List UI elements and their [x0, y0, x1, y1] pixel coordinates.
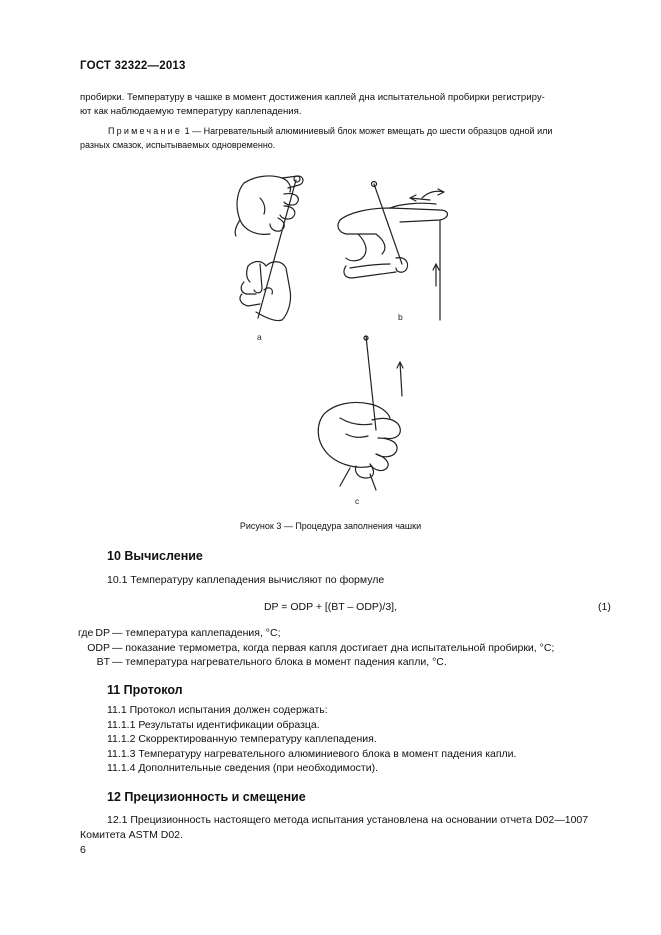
section-12-title: 12 Прецизионность и смещение: [107, 790, 306, 804]
section-11-title: 11 Протокол: [107, 683, 183, 697]
definition-term: ODP: [87, 641, 110, 654]
section-12-line1: 12.1 Прецизионность настоящего метода испытания установлена на основании отчета D02—1007: [107, 814, 589, 826]
figure-sublabel-b: b: [398, 312, 403, 322]
figure-sublabel-a: а: [257, 332, 262, 342]
section-10-title: 10 Вычисление: [107, 549, 203, 563]
note-label: Примечание: [108, 126, 183, 136]
formula-number: (1): [598, 601, 611, 613]
list-item: 11.1.4 Дополнительные сведения (при необходимости).: [107, 762, 378, 775]
section-12-line2: Комитета ASTM D02.: [80, 829, 183, 841]
formula: DP = ODP + [(BT – ODP)/3],: [263, 601, 398, 613]
figure-hands-illustration: [200, 168, 460, 518]
definition-text: — температура каплепадения, °C;: [112, 627, 281, 639]
figure-sublabel-c: c: [355, 496, 360, 506]
section-10-intro: 10.1 Температуру каплепадения вычисляют по формуле: [107, 574, 385, 586]
note-number: 1: [184, 126, 190, 136]
panel-c-drawing: [318, 336, 403, 490]
figure-caption: Рисунок 3 — Процедура заполнения чашки: [239, 521, 422, 531]
definition-term: BT: [96, 656, 110, 669]
document-header: ГОСТ 32322—2013: [80, 60, 186, 72]
list-item: 11.1.3 Температуру нагревательного алюминиевого блока в момент падения капли.: [107, 747, 517, 760]
page-number: 6: [80, 844, 86, 856]
panel-b-drawing: [338, 182, 448, 321]
list-item: 11.1.1 Результаты идентификации образца.: [107, 718, 320, 731]
intro-paragraph-line1: пробирки. Температуру в чашке в момент достижения каплей дна испытательной пробирки регистриру-: [80, 92, 545, 103]
section-11-list: [107, 703, 516, 776]
list-item: 11.1 Протокол испытания должен содержать:: [107, 704, 328, 716]
definitions-list: [78, 626, 638, 670]
definition-text: — показание термометра, когда первая капля достигает дна испытательной пробирки, °C;: [112, 641, 555, 654]
list-item: 11.1.2 Скорректированную температуру каплепадения.: [107, 733, 377, 746]
intro-paragraph-line2: ют как наблюдаемую температуру каплепадения.: [80, 106, 302, 117]
note-text: — Нагревательный алюминиевый блок может вмещать до шести образцов одной или: [189, 126, 553, 136]
where-label: где: [78, 627, 94, 639]
note-line2: разных смазок, испытываемых одновременно.: [80, 140, 276, 150]
note-line1: [108, 124, 552, 138]
panel-a-drawing: [235, 176, 303, 321]
definition-text: — температура нагревательного блока в момент падения капли, °C.: [112, 656, 447, 669]
definition-term: DP: [95, 627, 110, 639]
